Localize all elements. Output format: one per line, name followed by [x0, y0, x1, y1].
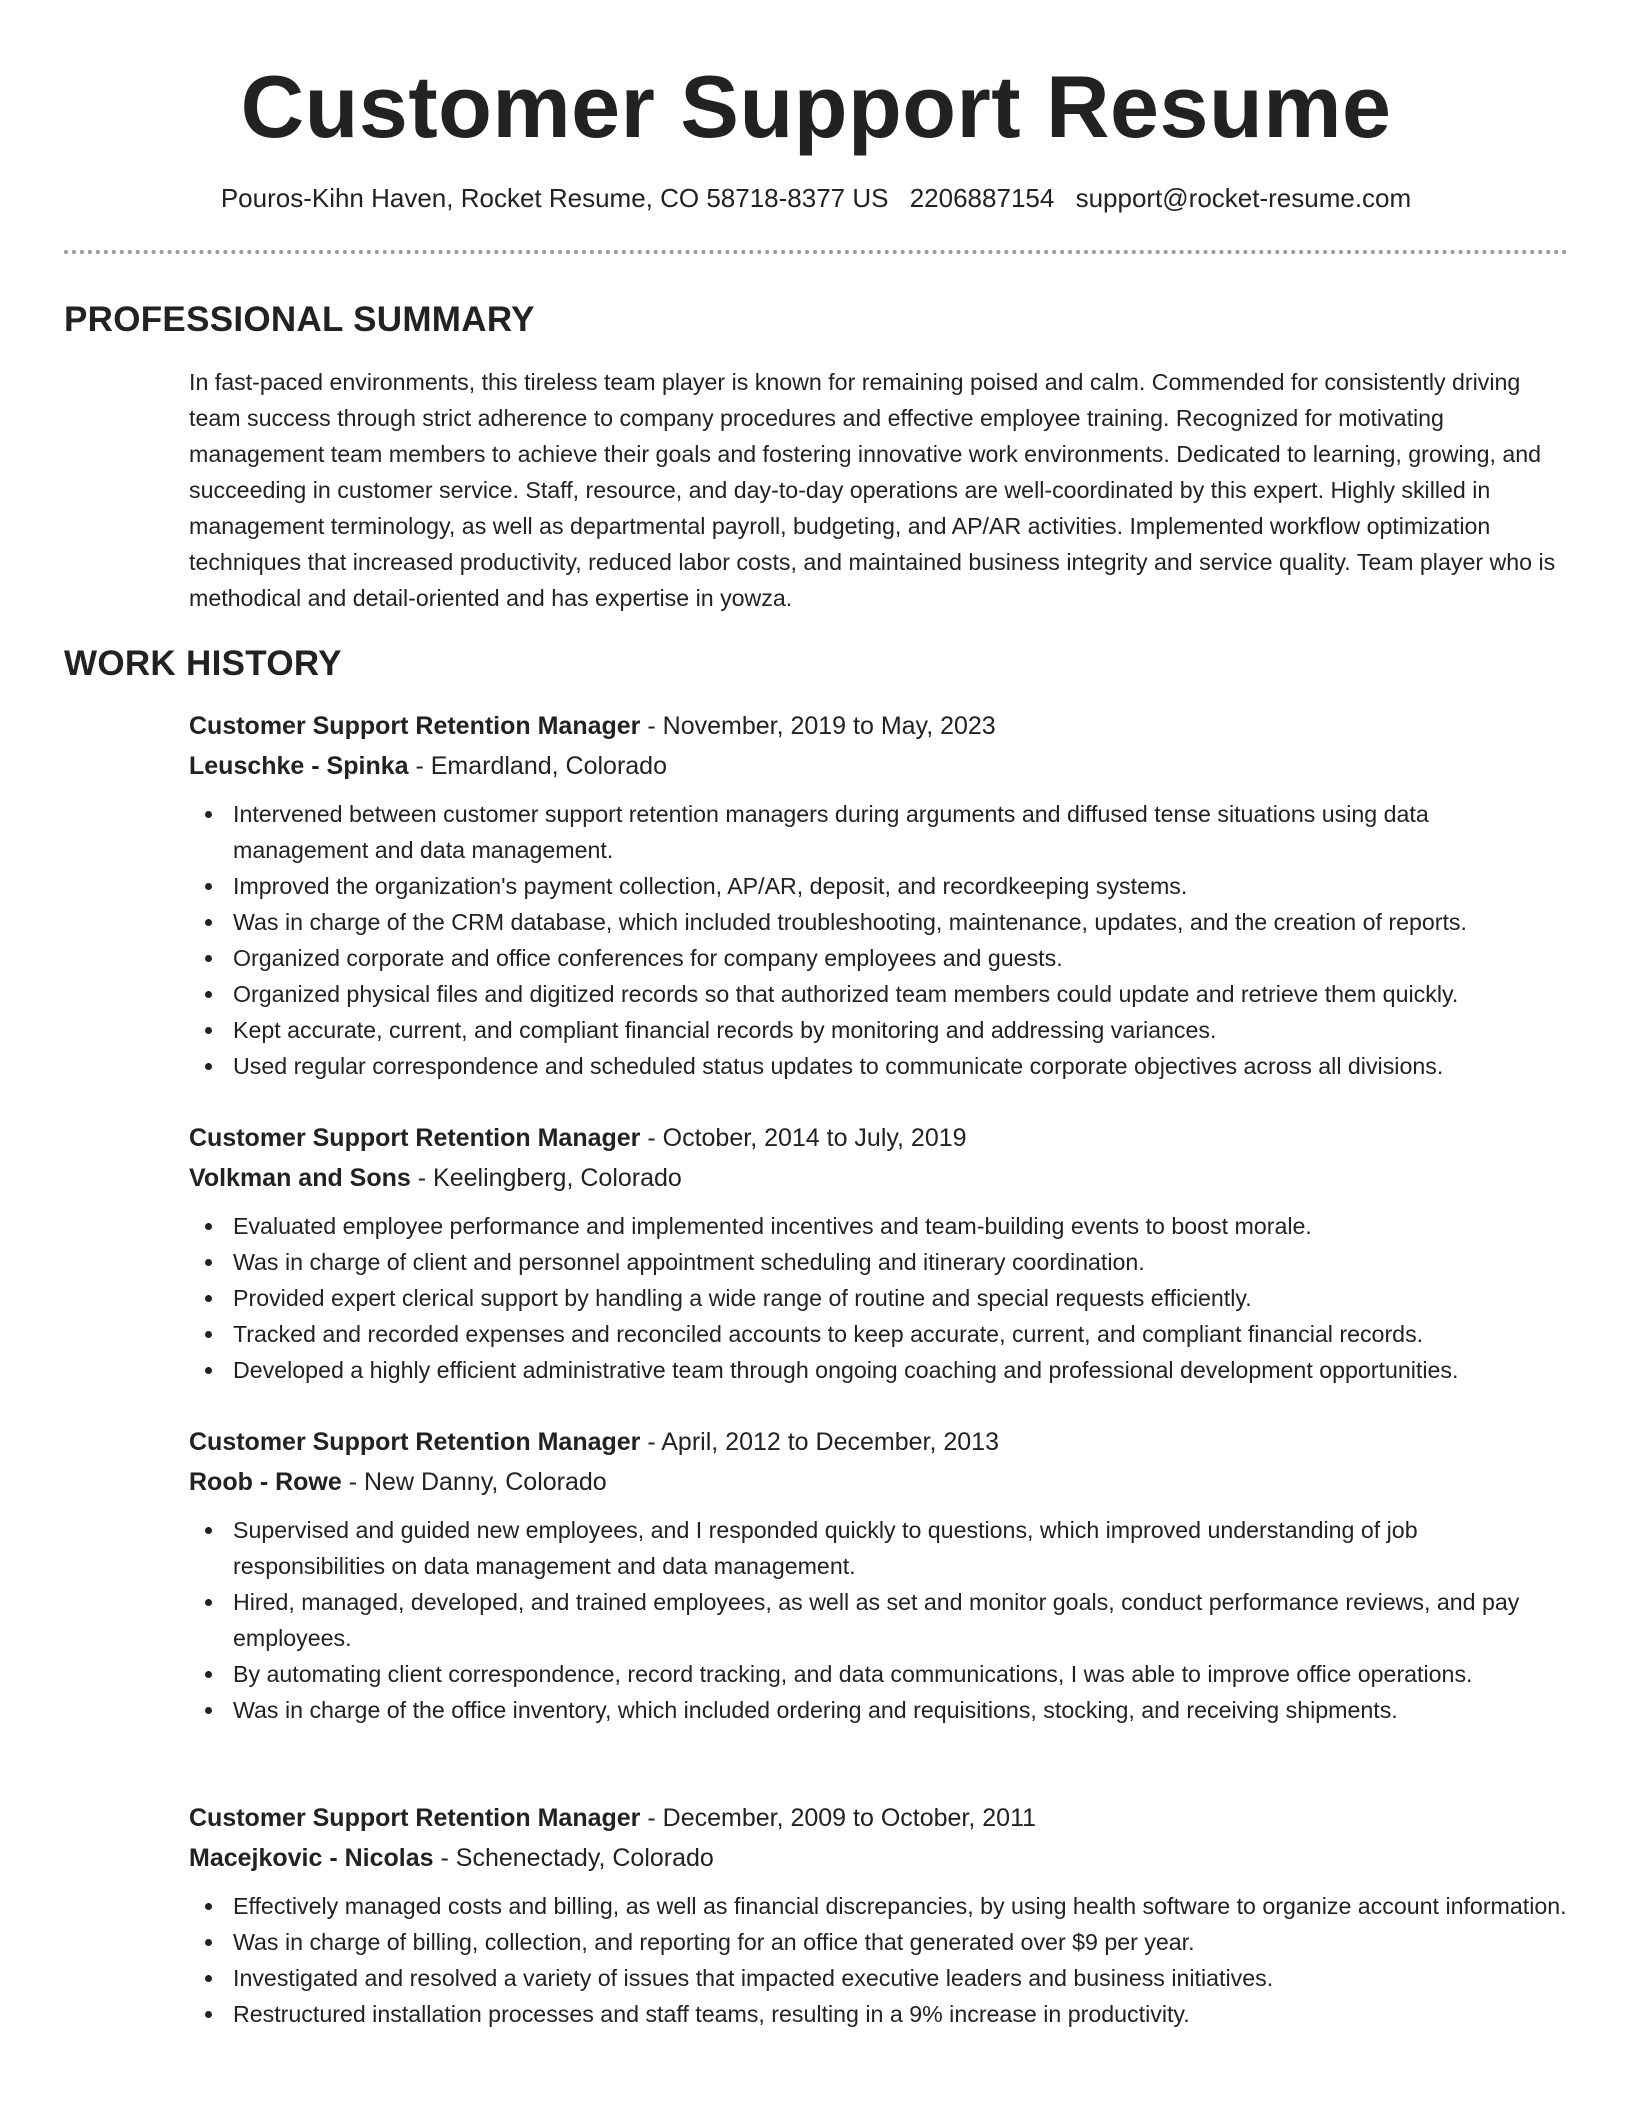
job-bullet-text: Evaluated employee performance and implemented incentives and team-building events to boost morale. — [233, 1213, 1312, 1239]
header-divider — [64, 250, 1568, 254]
bullet-dot-icon — [205, 991, 212, 998]
job-bullet — [189, 1048, 1569, 1084]
contact-line — [0, 180, 1632, 216]
bullet-dot-icon — [205, 955, 212, 962]
bullet-dot-icon — [205, 1295, 212, 1302]
job-bullet-text: Intervened between customer support retention managers during arguments and diffused tense situations using data management and data management. — [233, 801, 1429, 863]
job-entry — [189, 1120, 1569, 1388]
job-bullet — [189, 1244, 1569, 1280]
job-bullet-list — [189, 796, 1569, 1084]
contact-email: support@rocket-resume.com — [1075, 183, 1412, 213]
summary-heading: PROFESSIONAL SUMMARY — [64, 300, 535, 339]
job-title-line — [189, 1424, 1569, 1460]
job-bullet — [189, 1656, 1569, 1692]
job-dates: - December, 2009 to October, 2011 — [640, 1804, 1037, 1832]
job-company: Macejkovic - Nicolas — [189, 1844, 434, 1872]
job-bullet-text: Organized physical files and digitized records so that authorized team members could update and retrieve them quickly. — [233, 981, 1459, 1007]
job-location: - New Danny, Colorado — [341, 1468, 607, 1496]
job-entry — [189, 1424, 1569, 1728]
job-bullet — [189, 940, 1569, 976]
job-entry — [189, 1800, 1569, 2032]
job-bullet-text: Used regular correspondence and scheduled status updates to communicate corporate objectives across all divisions. — [233, 1053, 1444, 1079]
contact-phone: 2206887154 — [909, 183, 1055, 213]
bullet-dot-icon — [205, 1331, 212, 1338]
job-bullet-text: Supervised and guided new employees, and I responded quickly to questions, which improved understanding of job responsibilities on data management and data management. — [233, 1517, 1418, 1579]
job-company: Volkman and Sons — [189, 1164, 411, 1192]
job-title-line — [189, 1120, 1569, 1156]
job-location: - Keelingberg, Colorado — [410, 1164, 682, 1192]
job-company: Leuschke - Spinka — [189, 752, 409, 780]
job-bullet-text: By automating client correspondence, record tracking, and data communications, I was able to improve office operations. — [233, 1661, 1473, 1687]
job-bullet — [189, 1512, 1569, 1584]
bullet-dot-icon — [205, 1975, 212, 1982]
job-title: Customer Support Retention Manager — [189, 1428, 641, 1456]
job-title-line — [189, 708, 1569, 744]
bullet-dot-icon — [205, 1259, 212, 1266]
job-bullet-text: Effectively managed costs and billing, as well as financial discrepancies, by using health software to organize account information. — [233, 1893, 1567, 1919]
job-location: - Emardland, Colorado — [408, 752, 667, 780]
job-bullet-text: Investigated and resolved a variety of issues that impacted executive leaders and business initiatives. — [233, 1965, 1274, 1991]
summary-text: In fast-paced environments, this tireless team player is known for remaining poised and calm. Commended for consistently driving team success through strict adherence to company procedures and effective employee training. Recognized for motivating management team members to achieve their goals and fostering innovative work environments. Dedicated to learning, growing, and succeeding in customer service. Staff, resource, and day-to-day operations are well-coordinated by this expert. Highly skilled in management terminology, as well as departmental payroll, budgeting, and AP/AR activities. Implemented workflow optimization techniques that increased productivity, reduced labor costs, and maintained business integrity and service quality. Team player who is methodical and detail-oriented and has expertise in yowza. — [189, 369, 1556, 611]
job-bullet — [189, 1924, 1569, 1960]
job-bullet-list — [189, 1888, 1569, 2032]
job-bullet-text: Tracked and recorded expenses and reconciled accounts to keep accurate, current, and compliant financial records. — [233, 1321, 1424, 1347]
job-bullet — [189, 1012, 1569, 1048]
bullet-dot-icon — [205, 1599, 212, 1606]
job-bullet-text: Provided expert clerical support by handling a wide range of routine and special requests efficiently. — [233, 1285, 1252, 1311]
bullet-dot-icon — [205, 1223, 212, 1230]
job-bullet — [189, 796, 1569, 868]
bullet-dot-icon — [205, 1903, 212, 1910]
job-bullet — [189, 1280, 1569, 1316]
bullet-dot-icon — [205, 1027, 212, 1034]
bullet-dot-icon — [205, 919, 212, 926]
work-history-heading: WORK HISTORY — [64, 644, 342, 683]
job-bullet-text: Was in charge of the CRM database, which included troubleshooting, maintenance, updates, and the creation of reports. — [233, 909, 1467, 935]
job-bullet — [189, 904, 1569, 940]
bullet-dot-icon — [205, 1367, 212, 1374]
job-bullet-list — [189, 1512, 1569, 1728]
job-bullet — [189, 1208, 1569, 1244]
job-dates: - October, 2014 to July, 2019 — [640, 1124, 967, 1152]
job-company-line — [189, 1840, 1569, 1876]
job-bullet-text: Was in charge of the office inventory, which included ordering and requisitions, stocking, and receiving shipments. — [233, 1697, 1398, 1723]
bullet-dot-icon — [205, 1707, 212, 1714]
job-entry — [189, 708, 1569, 1084]
job-bullet-text: Kept accurate, current, and compliant financial records by monitoring and addressing variances. — [233, 1017, 1217, 1043]
job-bullet-text: Hired, managed, developed, and trained employees, as well as set and monitor goals, conduct performance reviews, and pay employees. — [233, 1589, 1520, 1651]
job-bullet-list — [189, 1208, 1569, 1388]
resume-title: Customer Support Resume — [240, 57, 1392, 156]
job-bullet — [189, 1888, 1569, 1924]
job-bullet-text: Improved the organization's payment collection, AP/AR, deposit, and recordkeeping systems. — [233, 873, 1188, 899]
job-bullet — [189, 868, 1569, 904]
bullet-dot-icon — [205, 883, 212, 890]
job-bullet-text: Was in charge of client and personnel appointment scheduling and itinerary coordination. — [233, 1249, 1145, 1275]
bullet-dot-icon — [205, 1527, 212, 1534]
job-title: Customer Support Retention Manager — [189, 1124, 641, 1152]
bullet-dot-icon — [205, 1063, 212, 1070]
job-dates: - April, 2012 to December, 2013 — [640, 1428, 999, 1456]
contact-address: Pouros-Kihn Haven, Rocket Resume, CO 58718-8377 US — [220, 183, 889, 213]
job-company-line — [189, 1464, 1569, 1500]
bullet-dot-icon — [205, 2011, 212, 2018]
job-bullet — [189, 1316, 1569, 1352]
job-bullet — [189, 1584, 1569, 1656]
job-location: - Schenectady, Colorado — [433, 1844, 714, 1872]
job-company-line — [189, 748, 1569, 784]
job-bullet-text: Organized corporate and office conferences for company employees and guests. — [233, 945, 1063, 971]
job-company-line — [189, 1160, 1569, 1196]
job-title: Customer Support Retention Manager — [189, 1804, 641, 1832]
bullet-dot-icon — [205, 1939, 212, 1946]
job-bullet-text: Developed a highly efficient administrative team through ongoing coaching and professional development opportunities. — [233, 1357, 1459, 1383]
job-bullet — [189, 1352, 1569, 1388]
job-title-line — [189, 1800, 1569, 1836]
bullet-dot-icon — [205, 811, 212, 818]
job-bullet — [189, 976, 1569, 1012]
job-bullet — [189, 1996, 1569, 2032]
job-company: Roob - Rowe — [189, 1468, 342, 1496]
bullet-dot-icon — [205, 1671, 212, 1678]
job-title: Customer Support Retention Manager — [189, 712, 641, 740]
job-bullet — [189, 1692, 1569, 1728]
job-bullet — [189, 1960, 1569, 1996]
job-bullet-text: Restructured installation processes and staff teams, resulting in a 9% increase in productivity. — [233, 2001, 1190, 2027]
job-dates: - November, 2019 to May, 2023 — [640, 712, 996, 740]
job-bullet-text: Was in charge of billing, collection, and reporting for an office that generated over $9 per year. — [233, 1929, 1195, 1955]
